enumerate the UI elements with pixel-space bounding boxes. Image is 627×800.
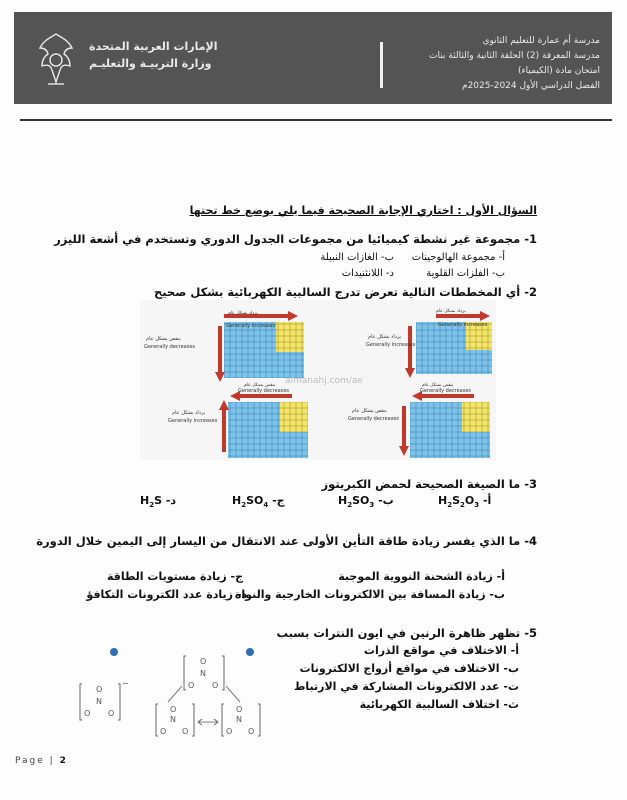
svg-text:O: O — [248, 727, 255, 736]
svg-text:O: O — [212, 681, 219, 690]
svg-text:O: O — [84, 709, 91, 718]
q5-option-b: ب- الاختلاف في مواقع أزواج الالكترونات — [299, 662, 519, 675]
school-name-1: مدرسة أم عمارة للتعليم الثانوي — [482, 36, 600, 46]
school-name-2: مدرسة المعرفة (2) الحلقة الثانية والثالثة بنات — [429, 51, 600, 61]
q5-option-a: أ- الاختلاف في مواقع الذرات — [363, 644, 519, 657]
q5-option-c: ت- عدد الالكترونات المشاركة في الارتباط — [293, 680, 519, 693]
svg-text:N: N — [200, 669, 206, 678]
watermark: almanahj.com/ae — [285, 376, 363, 386]
header-separator — [20, 119, 612, 121]
section-title: السؤال الأول : اختاري الإجابة الصحيحة فيما يلي بوضع خط تحتها — [189, 204, 537, 217]
svg-text:ينقص بشكل عام: ينقص بشكل عام — [244, 383, 276, 388]
q3-option-a: $H_2S_2O_3$ -أ — [438, 494, 492, 510]
svg-text:Generally increases: Generally increases — [438, 322, 488, 328]
svg-text:يزداد بشكل عام: يزداد بشكل عام — [172, 410, 206, 416]
page-footer: Page | 2 — [15, 756, 66, 766]
svg-text:ينقص بشكل عام: ينقص بشكل عام — [422, 383, 454, 388]
q1-stem: 1- مجموعة غير نشطة كيميائيا من مجموعات الجدول الدوري وتستخدم في أشعة الليزر — [54, 232, 537, 246]
svg-text:Generally increases: Generally increases — [366, 342, 416, 348]
svg-text:N: N — [96, 697, 102, 706]
q4-option-b: ب- زيادة المسافة بين الالكترونات الخارجية والنواة — [234, 588, 505, 601]
svg-text:ينقص بشكل عام: ينقص بشكل عام — [352, 408, 387, 414]
svg-text:O: O — [108, 709, 115, 718]
uae-emblem-icon — [36, 30, 76, 88]
q1-option-c: ب- الفلزات القلوية — [426, 268, 505, 279]
exam-subject: امتحان مادة (الكيمياء) — [517, 66, 600, 76]
svg-text:O: O — [226, 727, 233, 736]
svg-text:O: O — [170, 705, 177, 714]
svg-text:Generally decreases: Generally decreases — [348, 416, 400, 422]
footer-label: Page — [15, 756, 45, 766]
svg-text:يزداد بشكل عام: يزداد بشكل عام — [436, 309, 466, 314]
q1-option-b: ب- الغازات النبيلة — [320, 252, 394, 263]
q4-option-a: أ- زيادة الشحنة النووية الموجبة — [338, 570, 505, 583]
svg-text:Generally increases: Generally increases — [168, 418, 218, 424]
page-number: 2 — [59, 756, 66, 766]
uae-title: الإمارات العربية المتحدة — [89, 40, 218, 53]
svg-text:N: N — [170, 715, 176, 724]
svg-text:يزداد بشكل عام: يزداد بشكل عام — [368, 334, 402, 340]
q4-stem: 4- ما الذي يفسر زيادة طاقة التأين الأولى عند الانتقال من اليسار إلى اليمين خلال الدورة — [36, 534, 537, 548]
exam-term: الفصل الدراسي الأول 2024-2025م — [461, 81, 600, 91]
svg-text:O: O — [188, 681, 195, 690]
q1-option-d: د- اللانثنيدات — [341, 268, 394, 279]
q4-option-d: د- زيادة عدد الكترونات التكافؤ — [86, 588, 247, 601]
svg-text:O: O — [200, 657, 207, 666]
header-divider — [380, 42, 383, 88]
svg-text:O: O — [160, 727, 167, 736]
svg-text:يزداد بشكل عام: يزداد بشكل عام — [228, 311, 258, 316]
q5-stem: 5- تظهر ظاهرة الرنين في ايون النترات بسبب — [276, 626, 537, 640]
svg-text:Generally decreases: Generally decreases — [420, 388, 472, 394]
svg-text:Generally decreases: Generally decreases — [238, 388, 290, 394]
q2-stem: 2- أي المخططات التالية تعرض تدرج السالبية الكهربائية بشكل صحيح — [153, 285, 537, 299]
q3-stem: 3- ما الصيغة الصحيحة لحمض الكبريتوز — [321, 477, 537, 491]
svg-text:Generally increases: Generally increases — [226, 323, 276, 329]
q3-option-b: $H_2SO_3$ -ب — [338, 494, 394, 510]
q3-option-c: $H_2SO_4$ -ج — [232, 494, 285, 510]
nitrate-resonance-structures — [74, 642, 274, 738]
svg-text:O: O — [236, 705, 243, 714]
svg-text:ينقص بشكل عام: ينقص بشكل عام — [146, 336, 181, 342]
svg-text:O: O — [96, 685, 103, 694]
q3-option-d: $H_2S$ -د — [140, 494, 177, 510]
svg-text:O: O — [182, 727, 189, 736]
q5-option-d: ث- اختلاف السالبية الكهربائية — [359, 698, 519, 711]
svg-text:N: N — [236, 715, 242, 724]
ministry-title: وزارة التربيـة والتعليـم — [89, 57, 212, 70]
svg-text:Generally decreases: Generally decreases — [144, 344, 196, 350]
q1-option-a: أ- مجموعة الهالوجينات — [411, 252, 505, 263]
q4-option-c: ج- زيادة مستويات الطاقة — [106, 570, 243, 583]
svg-text:−: − — [122, 679, 129, 688]
exam-header — [14, 12, 612, 104]
